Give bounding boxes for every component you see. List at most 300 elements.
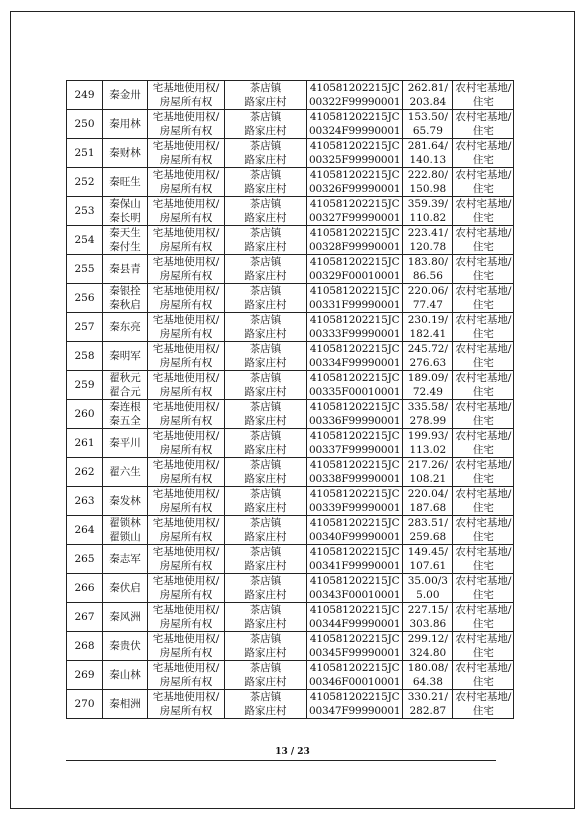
cell-owner-name-line: 秦秋启 xyxy=(109,299,141,311)
cell-location-line: 路家庄村 xyxy=(244,676,287,688)
cell-location xyxy=(225,458,307,487)
cell-owner-name xyxy=(103,168,148,197)
cell-area-line: 183.80/ xyxy=(407,256,448,268)
cell-parcel-code-line: 410581202215JC xyxy=(309,488,400,500)
cell-parcel-code-line: 00340F99990001 xyxy=(309,531,401,543)
cell-land-use xyxy=(453,516,514,545)
cell-right-type xyxy=(148,400,225,429)
cell-owner-name-line: 秦风洲 xyxy=(109,611,141,623)
cell-location xyxy=(225,81,307,110)
cell-owner-name xyxy=(103,429,148,458)
cell-location-line: 路家庄村 xyxy=(244,502,287,514)
table-row xyxy=(67,632,514,661)
cell-land-use-line: 农村宅基地/ xyxy=(455,372,512,384)
cell-parcel-code-line: 00343F00010001 xyxy=(309,589,401,601)
cell-parcel-code-line: 410581202215JC xyxy=(309,546,400,558)
page-number: 13 / 23 xyxy=(275,747,310,757)
cell-area xyxy=(403,516,453,545)
cell-owner-name-line: 秦长明 xyxy=(109,212,141,224)
cell-parcel-code-line: 410581202215JC xyxy=(309,459,400,471)
cell-land-use-line: 住宅 xyxy=(472,270,494,282)
table-row xyxy=(67,545,514,574)
cell-parcel-code-line: 410581202215JC xyxy=(309,343,400,355)
cell-owner-name xyxy=(103,284,148,313)
cell-area-line: 227.15/ xyxy=(407,604,448,616)
cell-owner-name xyxy=(103,81,148,110)
cell-location-line: 路家庄村 xyxy=(244,415,287,427)
cell-right-type-line: 房屋所有权 xyxy=(159,241,213,253)
cell-location-line: 茶店镇 xyxy=(249,430,282,442)
cell-location xyxy=(225,516,307,545)
cell-location xyxy=(225,342,307,371)
cell-right-type-line: 房屋所有权 xyxy=(159,531,213,543)
cell-parcel-code xyxy=(307,371,403,400)
cell-area-line: 120.78 xyxy=(409,241,447,253)
cell-area xyxy=(403,574,453,603)
cell-land-use-line: 农村宅基地/ xyxy=(455,633,512,645)
cell-parcel-code-line: 410581202215JC xyxy=(309,198,400,210)
cell-location-line: 茶店镇 xyxy=(249,111,282,123)
cell-area-line: 149.45/ xyxy=(407,546,448,558)
cell-right-type xyxy=(148,487,225,516)
cell-right-type-line: 宅基地使用权/ xyxy=(152,82,220,94)
cell-land-use xyxy=(453,226,514,255)
cell-area-line: 262.81/ xyxy=(407,82,448,94)
cell-area-line: 299.12/ xyxy=(407,633,448,645)
cell-owner-name xyxy=(103,313,148,342)
cell-right-type xyxy=(148,313,225,342)
cell-parcel-code-line: 00339F99990001 xyxy=(309,502,401,514)
cell-parcel-code-line: 410581202215JC xyxy=(309,169,400,181)
cell-right-type xyxy=(148,168,225,197)
cell-owner-name xyxy=(103,545,148,574)
cell-right-type xyxy=(148,603,225,632)
cell-owner-name xyxy=(103,342,148,371)
cell-area xyxy=(403,81,453,110)
cell-area-line: 245.72/ xyxy=(407,343,448,355)
table-row xyxy=(67,690,514,719)
cell-location-line: 茶店镇 xyxy=(249,459,282,471)
cell-parcel-code-line: 410581202215JC xyxy=(309,372,400,384)
cell-owner-name xyxy=(103,197,148,226)
cell-location-line: 路家庄村 xyxy=(244,647,287,659)
cell-location xyxy=(225,139,307,168)
cell-land-use xyxy=(453,110,514,139)
cell-area xyxy=(403,284,453,313)
cell-land-use-line: 住宅 xyxy=(472,647,494,659)
cell-right-type-line: 房屋所有权 xyxy=(159,560,213,572)
cell-right-type-line: 房屋所有权 xyxy=(159,386,213,398)
table-row xyxy=(67,284,514,313)
cell-area xyxy=(403,400,453,429)
cell-land-use xyxy=(453,81,514,110)
cell-parcel-code xyxy=(307,197,403,226)
table-row xyxy=(67,168,514,197)
cell-parcel-code-line: 00338F99990001 xyxy=(309,473,401,485)
table-row xyxy=(67,81,514,110)
cell-right-type-line: 宅基地使用权/ xyxy=(152,691,220,703)
cell-right-type-line: 房屋所有权 xyxy=(159,270,213,282)
cell-location-line: 茶店镇 xyxy=(249,169,282,181)
cell-parcel-code xyxy=(307,603,403,632)
cell-location-line: 茶店镇 xyxy=(249,82,282,94)
cell-owner-name-line: 秦志军 xyxy=(109,553,141,565)
cell-right-type-line: 宅基地使用权/ xyxy=(152,430,220,442)
cell-right-type-line: 房屋所有权 xyxy=(159,96,213,108)
cell-area xyxy=(403,342,453,371)
cell-area xyxy=(403,632,453,661)
cell-area-line: 278.99 xyxy=(409,415,447,427)
cell-owner-name xyxy=(103,226,148,255)
cell-right-type-line: 房屋所有权 xyxy=(159,154,213,166)
cell-area-line: 324.80 xyxy=(409,647,447,659)
cell-parcel-code-line: 00328F99990001 xyxy=(309,241,401,253)
cell-location-line: 路家庄村 xyxy=(244,473,287,485)
cell-land-use-line: 住宅 xyxy=(472,676,494,688)
cell-area-line: 220.06/ xyxy=(407,285,448,297)
cell-parcel-code-line: 00329F00010001 xyxy=(309,270,401,282)
cell-location xyxy=(225,197,307,226)
cell-parcel-code-line: 00324F99990001 xyxy=(309,125,401,137)
cell-parcel-code-line: 410581202215JC xyxy=(309,430,400,442)
cell-owner-name xyxy=(103,371,148,400)
table-row xyxy=(67,516,514,545)
cell-area-line: 72.49 xyxy=(412,386,443,398)
cell-location-line: 茶店镇 xyxy=(249,343,282,355)
cell-right-type xyxy=(148,284,225,313)
cell-location-line: 茶店镇 xyxy=(249,488,282,500)
cell-location-line: 茶店镇 xyxy=(249,604,282,616)
cell-area xyxy=(403,545,453,574)
cell-area xyxy=(403,313,453,342)
cell-number: 260 xyxy=(67,400,103,429)
cell-parcel-code-line: 00331F99990001 xyxy=(309,299,401,311)
cell-location-line: 路家庄村 xyxy=(244,270,287,282)
cell-location xyxy=(225,168,307,197)
cell-land-use xyxy=(453,487,514,516)
cell-land-use xyxy=(453,429,514,458)
cell-area xyxy=(403,371,453,400)
cell-location-line: 路家庄村 xyxy=(244,589,287,601)
cell-owner-name-line: 秦五全 xyxy=(109,415,141,427)
cell-number: 255 xyxy=(67,255,103,284)
cell-area xyxy=(403,458,453,487)
cell-number: 251 xyxy=(67,139,103,168)
cell-right-type xyxy=(148,197,225,226)
cell-number: 252 xyxy=(67,168,103,197)
cell-parcel-code-line: 00335F00010001 xyxy=(309,386,401,398)
cell-area xyxy=(403,110,453,139)
cell-land-use xyxy=(453,139,514,168)
cell-land-use-line: 农村宅基地/ xyxy=(455,314,512,326)
cell-owner-name xyxy=(103,690,148,719)
cell-land-use-line: 住宅 xyxy=(472,241,494,253)
cell-location-line: 路家庄村 xyxy=(244,618,287,630)
cell-land-use-line: 农村宅基地/ xyxy=(455,256,512,268)
cell-land-use-line: 农村宅基地/ xyxy=(455,604,512,616)
cell-location-line: 路家庄村 xyxy=(244,154,287,166)
cell-area-line: 140.13 xyxy=(409,154,447,166)
cell-parcel-code xyxy=(307,400,403,429)
cell-parcel-code xyxy=(307,226,403,255)
cell-number: 258 xyxy=(67,342,103,371)
cell-owner-name-line: 翟合元 xyxy=(109,386,141,398)
cell-right-type-line: 宅基地使用权/ xyxy=(152,140,220,152)
cell-right-type-line: 宅基地使用权/ xyxy=(152,198,220,210)
cell-right-type-line: 房屋所有权 xyxy=(159,183,213,195)
cell-area xyxy=(403,197,453,226)
cell-parcel-code-line: 00344F99990001 xyxy=(309,618,401,630)
cell-land-use-line: 农村宅基地/ xyxy=(455,691,512,703)
cell-location-line: 路家庄村 xyxy=(244,444,287,456)
cell-land-use-line: 住宅 xyxy=(472,154,494,166)
cell-right-type-line: 宅基地使用权/ xyxy=(152,256,220,268)
cell-parcel-code-line: 410581202215JC xyxy=(309,517,400,529)
cell-land-use-line: 农村宅基地/ xyxy=(455,459,512,471)
cell-parcel-code-line: 410581202215JC xyxy=(309,82,400,94)
cell-location-line: 路家庄村 xyxy=(244,357,287,369)
cell-location xyxy=(225,313,307,342)
cell-location-line: 路家庄村 xyxy=(244,560,287,572)
cell-location-line: 茶店镇 xyxy=(249,227,282,239)
cell-right-type xyxy=(148,81,225,110)
cell-owner-name xyxy=(103,139,148,168)
cell-right-type xyxy=(148,545,225,574)
table-row xyxy=(67,371,514,400)
cell-owner-name xyxy=(103,110,148,139)
table-row xyxy=(67,400,514,429)
cell-area-line: 282.87 xyxy=(409,705,447,717)
cell-location-line: 茶店镇 xyxy=(249,140,282,152)
cell-land-use xyxy=(453,661,514,690)
cell-parcel-code xyxy=(307,255,403,284)
cell-location xyxy=(225,690,307,719)
cell-parcel-code-line: 00322F99990001 xyxy=(309,96,401,108)
cell-owner-name xyxy=(103,661,148,690)
table-row xyxy=(67,429,514,458)
cell-right-type-line: 房屋所有权 xyxy=(159,415,213,427)
cell-right-type-line: 宅基地使用权/ xyxy=(152,488,220,500)
cell-land-use xyxy=(453,574,514,603)
cell-owner-name-line: 翟锁山 xyxy=(109,531,141,543)
cell-owner-name xyxy=(103,603,148,632)
cell-area-line: 303.86 xyxy=(409,618,447,630)
table-row xyxy=(67,661,514,690)
cell-owner-name xyxy=(103,574,148,603)
cell-parcel-code-line: 00326F99990001 xyxy=(309,183,401,195)
cell-land-use xyxy=(453,168,514,197)
cell-land-use xyxy=(453,458,514,487)
cell-area-line: 281.64/ xyxy=(407,140,448,152)
cell-area-line: 230.19/ xyxy=(407,314,448,326)
cell-area-line: 86.56 xyxy=(412,270,443,282)
cell-right-type-line: 宅基地使用权/ xyxy=(152,575,220,587)
cell-right-type-line: 宅基地使用权/ xyxy=(152,169,220,181)
cell-right-type-line: 宅基地使用权/ xyxy=(152,227,220,239)
cell-land-use xyxy=(453,400,514,429)
cell-right-type-line: 宅基地使用权/ xyxy=(152,459,220,471)
cell-right-type-line: 宅基地使用权/ xyxy=(152,343,220,355)
cell-location-line: 路家庄村 xyxy=(244,328,287,340)
cell-area-line: 223.41/ xyxy=(407,227,448,239)
cell-land-use-line: 住宅 xyxy=(472,618,494,630)
cell-land-use-line: 住宅 xyxy=(472,299,494,311)
cell-parcel-code-line: 00346F00010001 xyxy=(309,676,401,688)
cell-land-use-line: 农村宅基地/ xyxy=(455,517,512,529)
cell-owner-name-line: 秦明军 xyxy=(109,350,141,362)
cell-number: 253 xyxy=(67,197,103,226)
cell-land-use-line: 农村宅基地/ xyxy=(455,198,512,210)
table-row xyxy=(67,487,514,516)
cell-land-use-line: 农村宅基地/ xyxy=(455,169,512,181)
cell-location-line: 茶店镇 xyxy=(249,256,282,268)
cell-parcel-code xyxy=(307,81,403,110)
cell-parcel-code xyxy=(307,632,403,661)
cell-area xyxy=(403,139,453,168)
cell-parcel-code-line: 410581202215JC xyxy=(309,256,400,268)
cell-area-line: 5.00 xyxy=(416,589,440,601)
cell-area xyxy=(403,603,453,632)
cell-number: 269 xyxy=(67,661,103,690)
cell-land-use-line: 住宅 xyxy=(472,183,494,195)
cell-number: 264 xyxy=(67,516,103,545)
cell-right-type-line: 宅基地使用权/ xyxy=(152,111,220,123)
cell-parcel-code xyxy=(307,574,403,603)
cell-area-line: 203.84 xyxy=(409,96,447,108)
footer-rule xyxy=(66,760,496,761)
cell-parcel-code-line: 410581202215JC xyxy=(309,604,400,616)
cell-location-line: 茶店镇 xyxy=(249,401,282,413)
cell-number: 262 xyxy=(67,458,103,487)
cell-right-type-line: 宅基地使用权/ xyxy=(152,401,220,413)
cell-owner-name-line: 秦付生 xyxy=(109,241,141,253)
cell-number: 259 xyxy=(67,371,103,400)
cell-land-use xyxy=(453,255,514,284)
registration-table-body xyxy=(67,81,514,719)
cell-location xyxy=(225,110,307,139)
cell-owner-name xyxy=(103,516,148,545)
table-row xyxy=(67,603,514,632)
cell-number: 254 xyxy=(67,226,103,255)
cell-parcel-code-line: 00327F99990001 xyxy=(309,212,401,224)
cell-right-type xyxy=(148,632,225,661)
cell-number: 250 xyxy=(67,110,103,139)
cell-parcel-code xyxy=(307,458,403,487)
cell-location-line: 路家庄村 xyxy=(244,125,287,137)
cell-location-line: 茶店镇 xyxy=(249,198,282,210)
cell-area-line: 35.00/3 xyxy=(407,575,448,587)
cell-location xyxy=(225,545,307,574)
cell-right-type-line: 房屋所有权 xyxy=(159,473,213,485)
cell-parcel-code-line: 410581202215JC xyxy=(309,140,400,152)
cell-land-use-line: 农村宅基地/ xyxy=(455,430,512,442)
cell-number: 263 xyxy=(67,487,103,516)
cell-parcel-code-line: 00336F99990001 xyxy=(309,415,401,427)
cell-right-type-line: 宅基地使用权/ xyxy=(152,662,220,674)
cell-land-use-line: 住宅 xyxy=(472,96,494,108)
cell-location xyxy=(225,371,307,400)
cell-right-type xyxy=(148,429,225,458)
table-row xyxy=(67,313,514,342)
cell-location-line: 茶店镇 xyxy=(249,285,282,297)
cell-owner-name-line: 秦县青 xyxy=(109,263,141,275)
table-row xyxy=(67,226,514,255)
cell-owner-name-line: 秦东亮 xyxy=(109,321,141,333)
cell-location-line: 路家庄村 xyxy=(244,212,287,224)
cell-land-use-line: 住宅 xyxy=(472,357,494,369)
cell-right-type-line: 房屋所有权 xyxy=(159,212,213,224)
table-row xyxy=(67,458,514,487)
cell-parcel-code xyxy=(307,139,403,168)
cell-parcel-code xyxy=(307,313,403,342)
cell-right-type xyxy=(148,458,225,487)
cell-right-type-line: 宅基地使用权/ xyxy=(152,546,220,558)
cell-land-use-line: 住宅 xyxy=(472,328,494,340)
cell-location xyxy=(225,255,307,284)
cell-location-line: 路家庄村 xyxy=(244,241,287,253)
cell-area-line: 77.47 xyxy=(412,299,443,311)
cell-owner-name-line: 翟六生 xyxy=(109,466,141,478)
cell-owner-name-line: 秦旺生 xyxy=(109,176,141,188)
cell-land-use-line: 住宅 xyxy=(472,125,494,137)
cell-owner-name xyxy=(103,255,148,284)
cell-land-use xyxy=(453,632,514,661)
cell-area-line: 335.58/ xyxy=(407,401,448,413)
cell-area-line: 110.82 xyxy=(409,212,447,224)
cell-location-line: 茶店镇 xyxy=(249,633,282,645)
cell-area xyxy=(403,168,453,197)
cell-right-type xyxy=(148,255,225,284)
cell-owner-name xyxy=(103,458,148,487)
cell-area-line: 359.39/ xyxy=(407,198,448,210)
cell-location-line: 茶店镇 xyxy=(249,546,282,558)
cell-owner-name-line: 翟锁林 xyxy=(109,517,141,529)
cell-area-line: 189.09/ xyxy=(407,372,448,384)
cell-area-line: 220.04/ xyxy=(407,488,448,500)
cell-land-use-line: 农村宅基地/ xyxy=(455,343,512,355)
cell-land-use-line: 农村宅基地/ xyxy=(455,227,512,239)
cell-land-use-line: 住宅 xyxy=(472,386,494,398)
cell-area xyxy=(403,661,453,690)
cell-parcel-code-line: 00347F99990001 xyxy=(309,705,401,717)
cell-land-use-line: 住宅 xyxy=(472,560,494,572)
cell-owner-name-line: 秦金卅 xyxy=(109,89,141,101)
cell-location-line: 茶店镇 xyxy=(249,662,282,674)
cell-location-line: 茶店镇 xyxy=(249,314,282,326)
cell-parcel-code-line: 00345F99990001 xyxy=(309,647,401,659)
cell-location-line: 路家庄村 xyxy=(244,705,287,717)
cell-right-type xyxy=(148,342,225,371)
cell-land-use-line: 住宅 xyxy=(472,444,494,456)
cell-area-line: 108.21 xyxy=(409,473,447,485)
cell-area-line: 107.61 xyxy=(409,560,447,572)
cell-location-line: 路家庄村 xyxy=(244,183,287,195)
cell-right-type-line: 宅基地使用权/ xyxy=(152,285,220,297)
cell-land-use-line: 农村宅基地/ xyxy=(455,488,512,500)
cell-parcel-code-line: 410581202215JC xyxy=(309,633,400,645)
cell-location-line: 茶店镇 xyxy=(249,691,282,703)
cell-location xyxy=(225,284,307,313)
cell-right-type-line: 房屋所有权 xyxy=(159,676,213,688)
cell-area xyxy=(403,487,453,516)
cell-area-line: 65.79 xyxy=(412,125,443,137)
cell-owner-name-line: 秦用林 xyxy=(109,118,141,130)
cell-area-line: 180.08/ xyxy=(407,662,448,674)
cell-land-use-line: 住宅 xyxy=(472,473,494,485)
cell-parcel-code xyxy=(307,516,403,545)
cell-number: 266 xyxy=(67,574,103,603)
cell-area-line: 283.51/ xyxy=(407,517,448,529)
